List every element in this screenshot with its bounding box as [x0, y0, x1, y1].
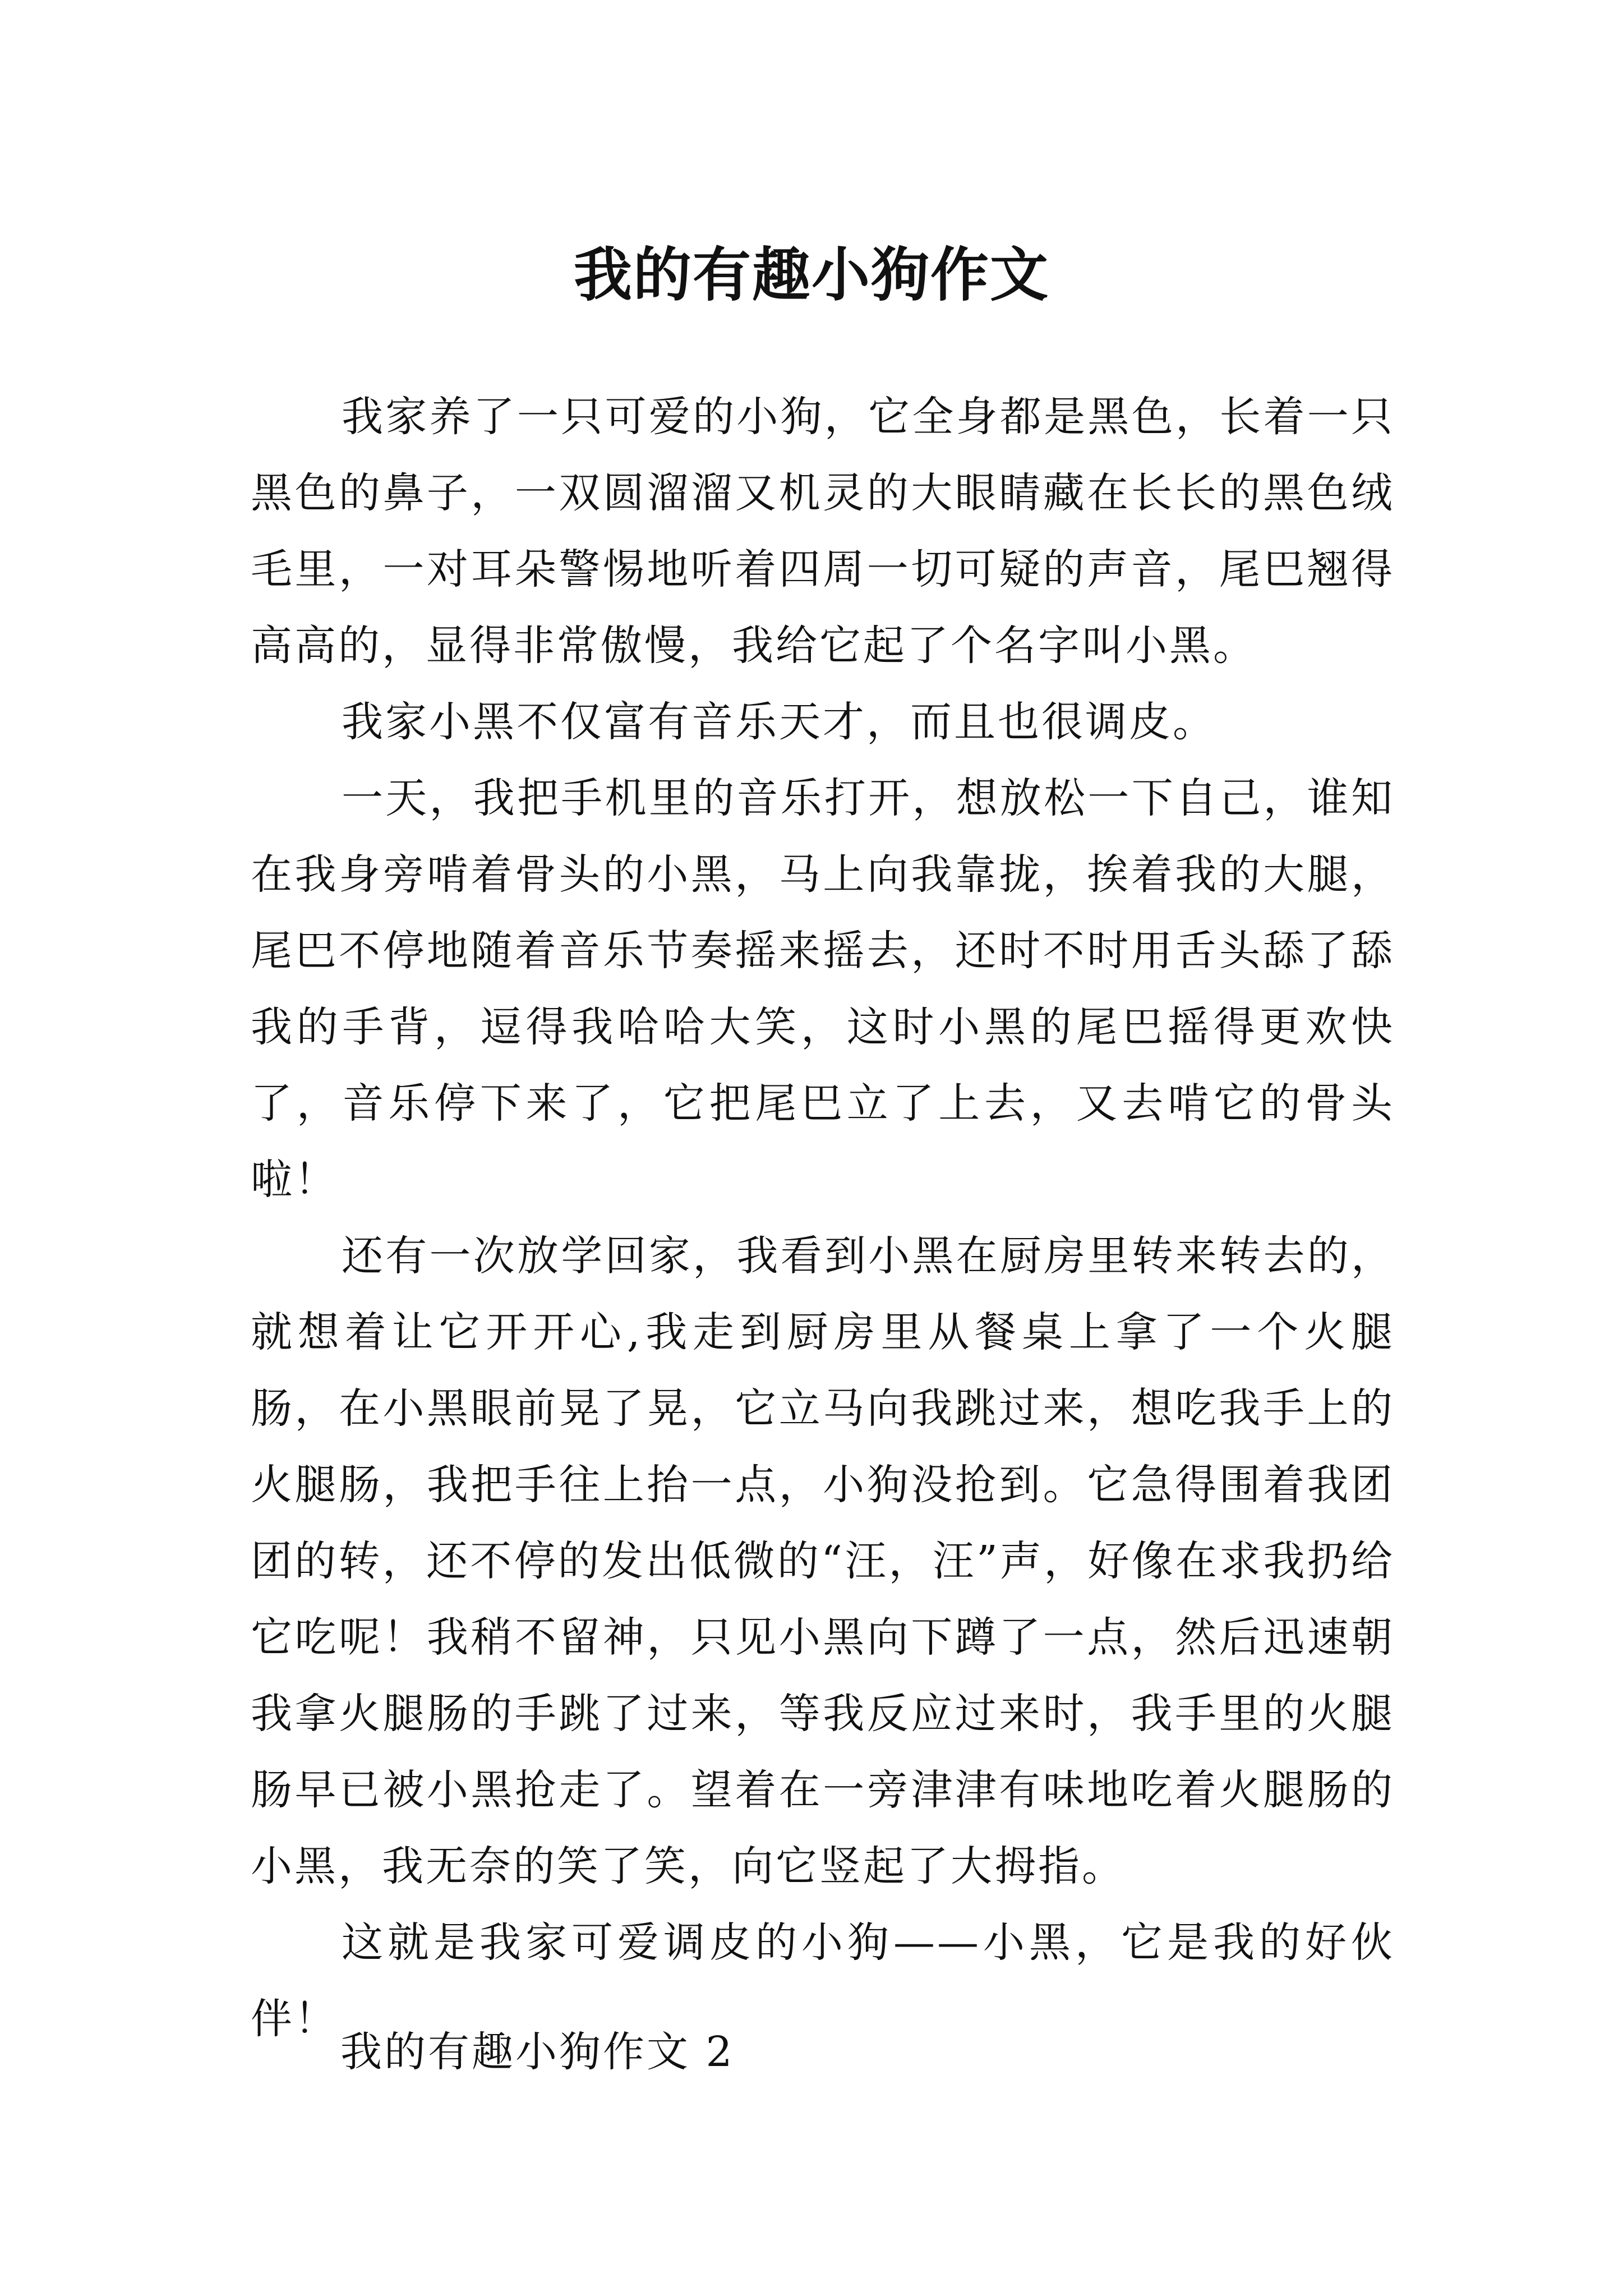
- document-body: [251, 379, 1395, 2057]
- document-title: 我的有趣小狗作文: [573, 240, 1049, 309]
- section-subheading: 我的有趣小狗作文 2: [340, 2028, 735, 2076]
- paragraph-4: 还有一次放学回家，我看到小黑在厨房里转来转去的，就想着让它开开心,我走到厨房里从餐桌上拿了一个火腿肠，在小黑眼前晃了晃，它立马向我跳过来，想吃我手上的火腿肠，我把手往上抬一点，小狗没抢到。它急得围着我团团的转，还不停的发出低微的“汪，汪”声，好像在求我扔给它吃呢！我稍不留神，只见小黑向下蹲了一点，然后迅速朝我拿火腿肠的手跳了过来，等我反应过来时，我手里的火腿肠早已被小黑抢走了。望着在一旁津津有味地吃着火腿肠的小黑，我无奈的笑了笑，向它竖起了大拇指。: [251, 1232, 1395, 1890]
- paragraph-1: 我家养了一只可爱的小狗，它全身都是黑色，长着一只黑色的鼻子，一双圆溜溜又机灵的大眼睛藏在长长的黑色绒毛里，一对耳朵警惕地听着四周一切可疑的声音，尾巴翘得高高的，显得非常傲慢，我给它起了个名字叫小黑。: [251, 393, 1395, 670]
- paragraph-5: 这就是我家可爱调皮的小狗——小黑，它是我的好伙伴！: [251, 1918, 1395, 2043]
- paragraph-2: 我家小黑不仅富有音乐天才，而且也很调皮。: [342, 698, 1216, 746]
- paragraph-3: 一天，我把手机里的音乐打开，想放松一下自己，谁知在我身旁啃着骨头的小黑，马上向我靠拢，挨着我的大腿，尾巴不停地随着音乐节奏摇来摇去，还时不时用舌头舔了舔我的手背，逗得我哈哈大笑，这时小黑的尾巴摇得更欢快了，音乐停下来了，它把尾巴立了上去，又去啃它的骨头啦！: [251, 774, 1395, 1204]
